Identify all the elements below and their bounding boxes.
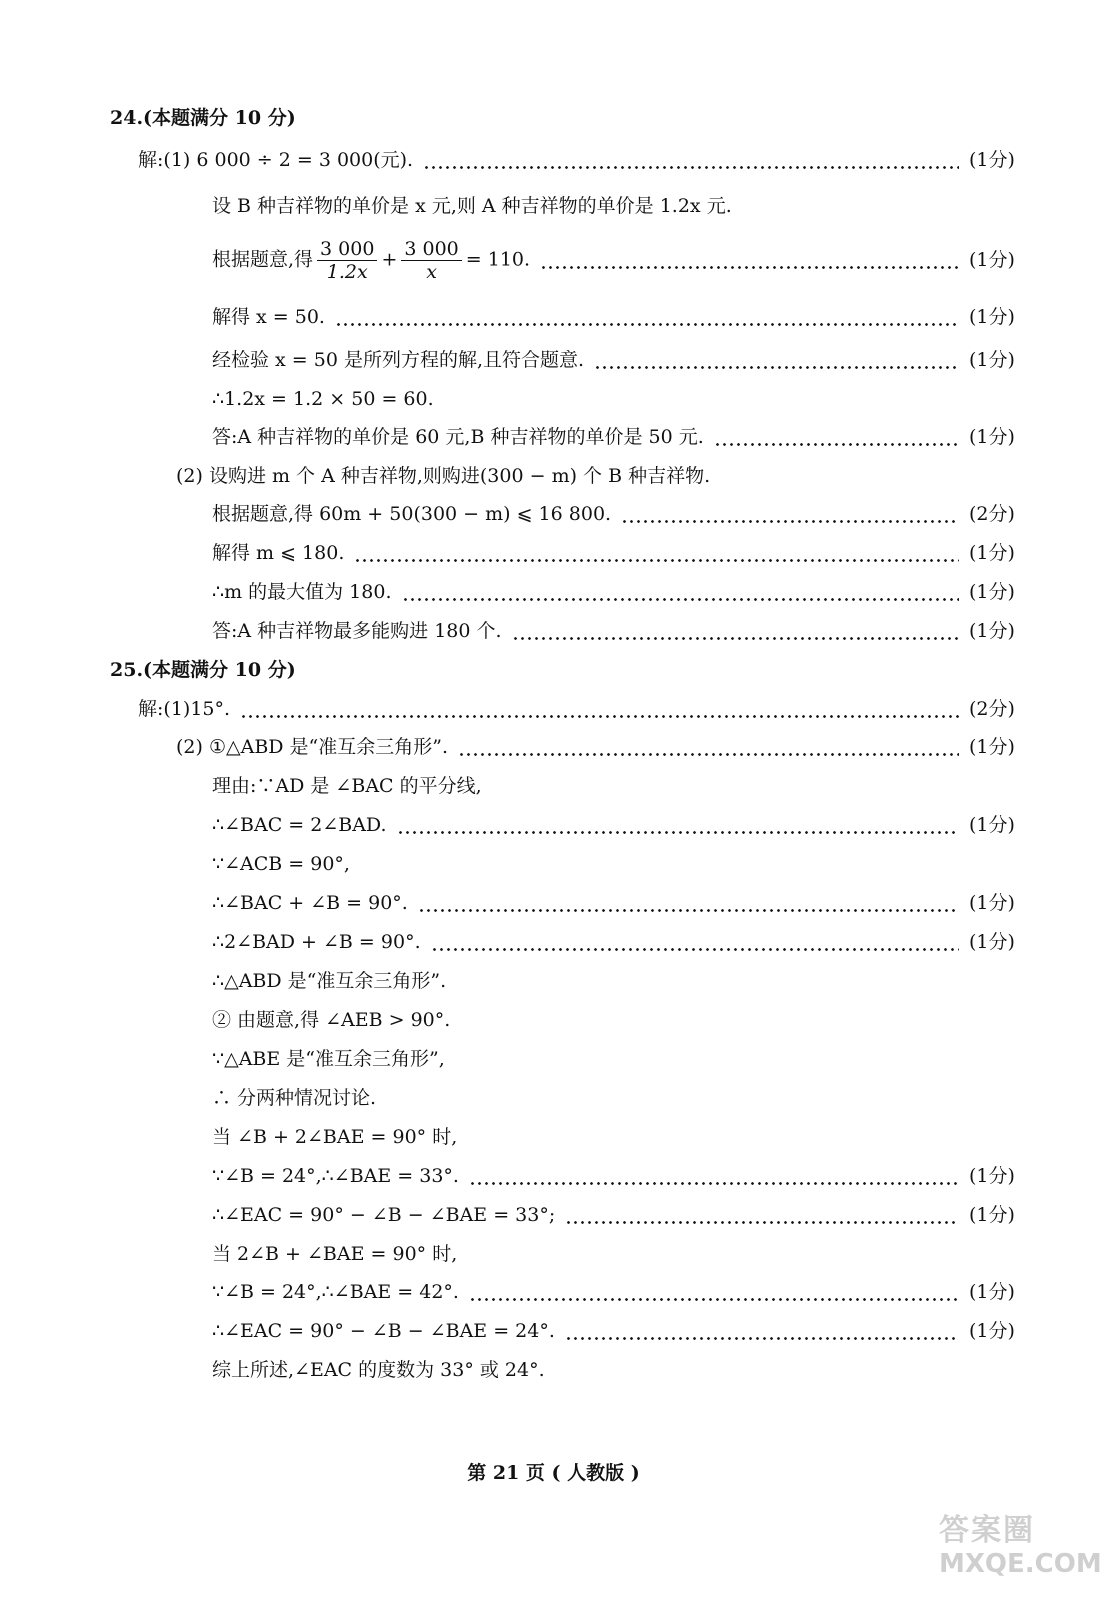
score: (1分) xyxy=(969,736,1015,758)
leader-dots xyxy=(469,1298,959,1301)
q25-line-2: (2) ①△ABD 是“准互余三角形”. xyxy=(176,736,449,758)
score: (1分) xyxy=(969,1320,1015,1342)
q24-line-4: 解得 x = 50. xyxy=(212,306,325,328)
q25-line-12: 当 ∠B + 2∠BAE = 90° 时, xyxy=(212,1126,458,1148)
score: (1分) xyxy=(969,149,1015,171)
q25-line-13: ∵∠B = 24°,∴∠BAE = 33°. xyxy=(212,1165,459,1187)
q25-line-10: ∵△ABE 是“准互余三角形”, xyxy=(212,1048,445,1070)
watermark-line-2: MXQE.COM xyxy=(939,1549,1102,1579)
leader-dots xyxy=(594,366,959,369)
q24-line-3: 根据题意,得 $\frac{3 000}{1.2x}$ + $\frac{3 000}{x}$ = 110. xyxy=(212,237,531,283)
q24-line-9: 根据题意,得 60m + 50(300 − m) ⩽ 16 800. xyxy=(212,503,612,525)
q24-line-1: 解:(1) 6 000 ÷ 2 = 3 000(元). xyxy=(138,149,414,171)
q25-line-3: 理由:∵AD 是 ∠BAC 的平分线, xyxy=(212,775,482,797)
q24-line-11: ∴m 的最大值为 180. xyxy=(212,581,392,603)
leader-dots xyxy=(431,948,959,951)
q24-line-3-pre: 根据题意,得 xyxy=(212,248,314,270)
leader-dots xyxy=(240,715,959,718)
leader-dots xyxy=(540,266,959,269)
leader-dots xyxy=(354,559,959,562)
leader-dots xyxy=(418,909,959,912)
fraction: $\frac{3 000}{1.2x}$ xyxy=(317,238,377,283)
q25-line-4: ∴∠BAC = 2∠BAD. xyxy=(212,814,387,836)
score: (2分) xyxy=(969,503,1015,525)
q24-header: 24.(本题满分 10 分) xyxy=(110,107,296,129)
leader-dots xyxy=(423,166,959,169)
q25-line-1: 解:(1)15°. xyxy=(138,698,231,720)
q24-line-8: (2) 设购进 m 个 A 种吉祥物,则购进(300 − m) 个 B 种吉祥物. xyxy=(176,465,711,487)
q25-line-18: 综上所述,∠EAC 的度数为 33° 或 24°. xyxy=(212,1359,545,1381)
q25-line-8: ∴△ABD 是“准互余三角形”. xyxy=(212,970,447,992)
score: (1分) xyxy=(969,349,1015,371)
score: (1分) xyxy=(969,1281,1015,1303)
q24-line-5: 经检验 x = 50 是所列方程的解,且符合题意. xyxy=(212,349,585,371)
score: (1分) xyxy=(969,1204,1015,1226)
q25-line-5: ∵∠ACB = 90°, xyxy=(212,853,350,875)
q25-line-11: ∴ 分两种情况讨论. xyxy=(212,1087,377,1109)
q25-line-7: ∴2∠BAD + ∠B = 90°. xyxy=(212,931,421,953)
q25-line-16: ∵∠B = 24°,∴∠BAE = 42°. xyxy=(212,1281,459,1303)
score: (1分) xyxy=(969,931,1015,953)
score: (1分) xyxy=(969,581,1015,603)
q24-line-7: 答:A 种吉祥物的单价是 60 元,B 种吉祥物的单价是 50 元. xyxy=(212,426,704,448)
leader-dots xyxy=(458,753,959,756)
q24-line-6: ∴1.2x = 1.2 × 50 = 60. xyxy=(212,388,434,410)
leader-dots xyxy=(397,831,959,834)
q25-line-17: ∴∠EAC = 90° − ∠B − ∠BAE = 24°. xyxy=(212,1320,555,1342)
score: (1分) xyxy=(969,426,1015,448)
score: (1分) xyxy=(969,892,1015,914)
q24-line-12: 答:A 种吉祥物最多能购进 180 个. xyxy=(212,620,502,642)
leader-dots xyxy=(512,637,959,640)
score: (1分) xyxy=(969,814,1015,836)
score: (1分) xyxy=(969,542,1015,564)
leader-dots xyxy=(565,1221,959,1224)
leader-dots xyxy=(335,323,959,326)
score: (2分) xyxy=(969,698,1015,720)
q24-line-2: 设 B 种吉祥物的单价是 x 元,则 A 种吉祥物的单价是 1.2x 元. xyxy=(212,195,732,217)
watermark-logo xyxy=(939,1505,1102,1591)
leader-dots xyxy=(565,1337,959,1340)
q25-line-6: ∴∠BAC + ∠B = 90°. xyxy=(212,892,408,914)
leader-dots xyxy=(621,520,959,523)
leader-dots xyxy=(469,1182,959,1185)
page-footer: 第 21 页 ( 人教版 ) xyxy=(467,1462,640,1484)
score: (1分) xyxy=(969,306,1015,328)
score: (1分) xyxy=(969,620,1015,642)
q25-line-14: ∴∠EAC = 90° − ∠B − ∠BAE = 33°; xyxy=(212,1204,556,1226)
watermark-line-1: 答案圈 xyxy=(939,1513,1035,1548)
leader-dots xyxy=(714,443,959,446)
leader-dots xyxy=(402,598,960,601)
score: (1分) xyxy=(969,1165,1015,1187)
q25-line-15: 当 2∠B + ∠BAE = 90° 时, xyxy=(212,1243,458,1265)
q25-header: 25.(本题满分 10 分) xyxy=(110,659,296,681)
fraction: $\frac{3 000}{x}$ xyxy=(401,238,461,283)
q24-line-10: 解得 m ⩽ 180. xyxy=(212,542,345,564)
q25-line-9: ② 由题意,得 ∠AEB > 90°. xyxy=(212,1009,451,1031)
score: (1分) xyxy=(969,249,1015,271)
